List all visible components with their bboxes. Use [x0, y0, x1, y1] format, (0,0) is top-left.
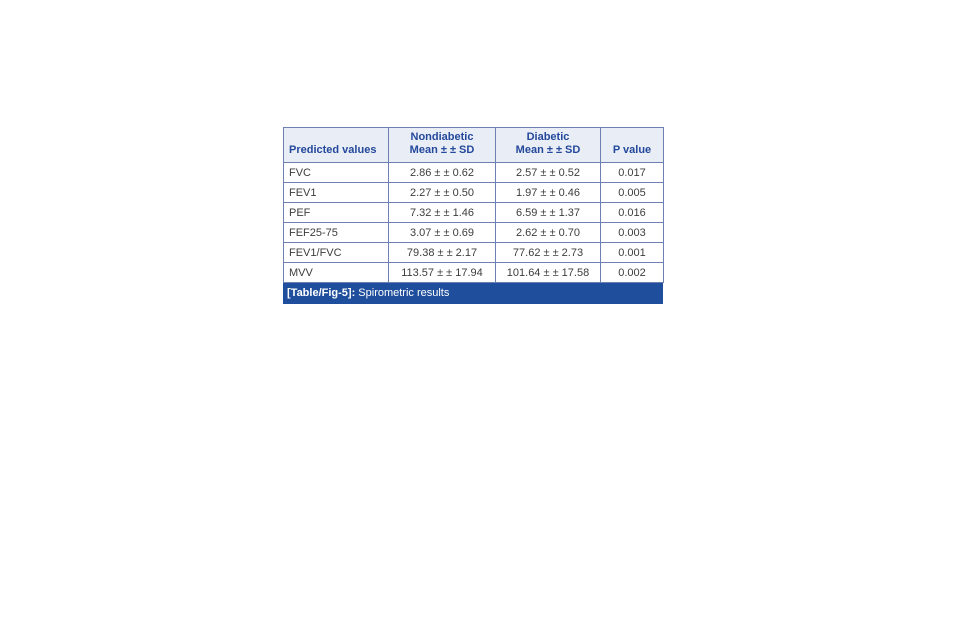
table-body — [284, 163, 664, 283]
table-row — [284, 163, 664, 183]
nondiabetic-value: 79.38 ± ± 2.17 — [389, 243, 496, 263]
nondiabetic-value: 113.57 ± ± 17.94 — [389, 263, 496, 283]
row-label: MVV — [284, 263, 389, 283]
table-row — [284, 203, 664, 223]
header-predicted-values: Predicted values — [284, 128, 389, 163]
p-value: 0.001 — [601, 243, 664, 263]
table-row — [284, 243, 664, 263]
diabetic-value: 2.62 ± ± 0.70 — [496, 223, 601, 243]
caption-label: [Table/Fig-5]: — [287, 287, 356, 299]
header-diabetic — [496, 128, 601, 163]
header-nondiabetic-line2: Mean ± ± SD — [409, 144, 475, 156]
diabetic-value: 6.59 ± ± 1.37 — [496, 203, 601, 223]
p-value: 0.002 — [601, 263, 664, 283]
caption-text: Spirometric results — [355, 287, 450, 299]
header-diabetic-line2: Mean ± ± SD — [515, 144, 581, 156]
row-label: FEV1 — [284, 183, 389, 203]
table-row — [284, 263, 664, 283]
nondiabetic-value: 7.32 ± ± 1.46 — [389, 203, 496, 223]
diabetic-value: 2.57 ± ± 0.52 — [496, 163, 601, 183]
p-value: 0.016 — [601, 203, 664, 223]
table-row — [284, 223, 664, 243]
header-nondiabetic-line1: Nondiabetic — [410, 131, 474, 143]
header-row — [284, 128, 664, 163]
table-caption-bar — [283, 283, 663, 304]
header-p-value: P value — [601, 128, 664, 163]
row-label: FEF25-75 — [284, 223, 389, 243]
table-row — [284, 183, 664, 203]
nondiabetic-value: 2.86 ± ± 0.62 — [389, 163, 496, 183]
diabetic-value: 101.64 ± ± 17.58 — [496, 263, 601, 283]
row-label: FEV1/FVC — [284, 243, 389, 263]
diabetic-value: 1.97 ± ± 0.46 — [496, 183, 601, 203]
header-nondiabetic — [389, 128, 496, 163]
nondiabetic-value: 3.07 ± ± 0.69 — [389, 223, 496, 243]
spirometric-results-table — [283, 127, 664, 283]
header-diabetic-line1: Diabetic — [526, 131, 570, 143]
spirometric-results-figure — [283, 127, 663, 304]
p-value: 0.017 — [601, 163, 664, 183]
nondiabetic-value: 2.27 ± ± 0.50 — [389, 183, 496, 203]
row-label: FVC — [284, 163, 389, 183]
row-label: PEF — [284, 203, 389, 223]
p-value: 0.003 — [601, 223, 664, 243]
diabetic-value: 77.62 ± ± 2.73 — [496, 243, 601, 263]
table-header — [284, 128, 664, 163]
p-value: 0.005 — [601, 183, 664, 203]
